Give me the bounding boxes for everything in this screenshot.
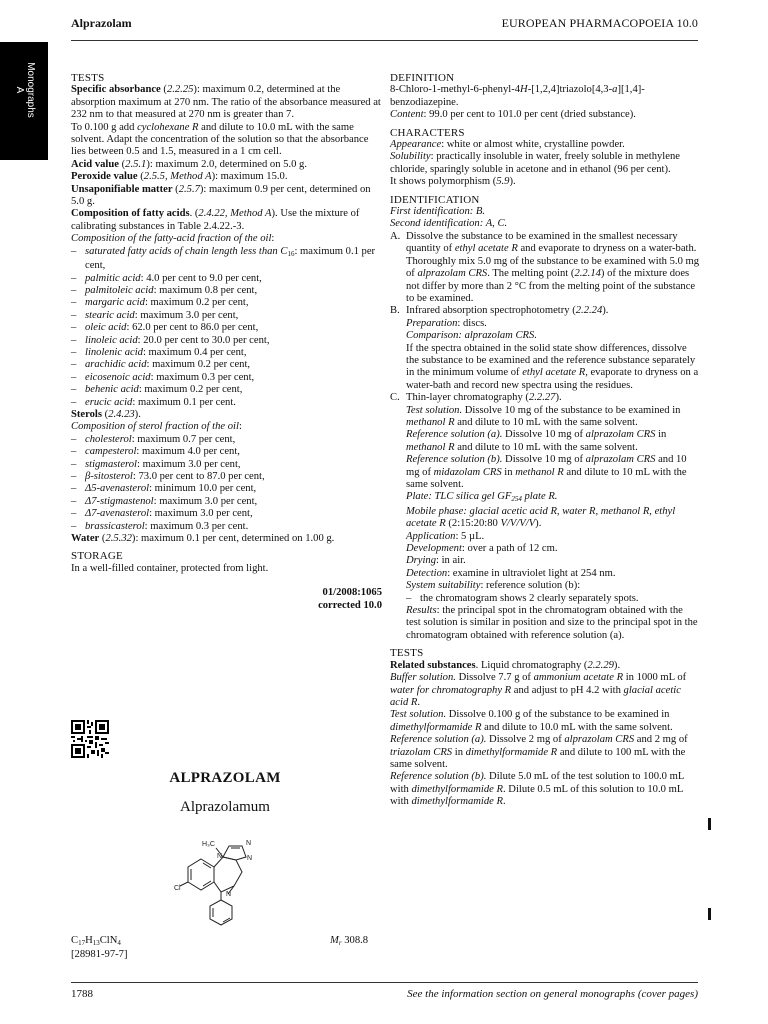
change-bar [708,818,711,830]
cas-number: [28981-97-7] [71,949,128,961]
storage-text: In a well-filled container, protected from light. [71,562,269,574]
list-item: – linoleic acid: 20.0 per cent to 30.0 per cent, [71,334,270,346]
section-tab-label: Monographs A [14,62,36,118]
buffer-solution: Buffer solution. Dissolve 7.7 g of ammonium acetate R in 1000 mL of water for chromatography R and adjust to pH 4.2 with glacial acetic acid R. [390,672,687,708]
list-item: – behenic acid: maximum 0.2 per cent, [71,384,243,396]
identification-heading: IDENTIFICATION [390,193,480,206]
list-item: – Δ7-avenasterol: maximum 3.0 per cent, [71,508,253,520]
nitrogen-label: N [247,855,253,862]
tlc-reference-b: Reference solution (b). Dissolve 10 mg of alprazolam CRS and 10 mg of midazolam CRS in methanol R and dilute to 10 mL with the same solvent. [406,454,687,490]
tlc-development: Development: over a path of 12 cm. [406,543,558,555]
tlc-results: Results: the principal spot in the chromatogram obtained with the test solution is similar in position and size to the principal spot in the chromatogram obtained with reference solution (a). [406,605,698,641]
change-bar [708,908,711,920]
sterol-fraction-heading: Composition of sterol fraction of the oil: [71,421,242,433]
fatty-acid-list [71,273,382,409]
molecular-formula: $C_{17}H_{13}ClN_4$ [28981-97-7] [71,935,128,961]
specific-absorbance-method: To 0.100 g add cyclohexane R and dilute to 10.0 mL with the same solvent. Adapt the concentration of the solution so that the absorbance lies between 0.5 and 1.5, measured in a 1 cm cell. [71,121,369,158]
list-item: – arachidic acid: maximum 0.2 per cent, [71,359,251,371]
nitrogen-label: N [226,891,232,898]
monograph-latin-name: Alprazolamum [180,799,270,815]
footer-note: See the information section on general monographs (cover pages) [407,988,698,1000]
characters-heading: CHARACTERS [390,126,465,139]
acid-value: Acid value (2.5.1): maximum 2.0, determined on 5.0 g. [71,158,307,170]
right-column [390,70,700,809]
footer-rule [71,982,698,983]
ir-differences: If the spectra obtained in the solid state show differences, dissolve the substance to be examined and the reference substance separately in the minimum volume of ethyl acetate R, evaporate to dryness on a water-bath and record new spectra using the residues. [406,342,699,391]
list-item: – the chromatogram shows 2 clearly separately spots. [406,592,639,604]
tlc-reference-a: Reference solution (a). Dissolve 10 mg of alprazolam CRS in methanol R and dilute to 10 mL with the same solvent. [406,429,667,453]
ir-comparison: Comparison: alprazolam CRS. [406,330,537,342]
nitrogen-label: N [217,853,223,860]
definition-heading: DEFINITION [390,72,455,84]
list-item: – palmitic acid: 4.0 per cent to 9.0 per cent, [71,272,262,284]
list-item: – palmitoleic acid: maximum 0.8 per cent, [71,284,258,296]
second-identification: Second identification: A, C. [390,218,508,230]
lc-test-solution: Test solution. Dissolve 0.100 g of the substance to be examined in dimethylformamide R and dilute to 10.0 mL with the same solvent. [390,709,673,733]
list-item: – saturated fatty acids of chain length less than $C_{16}$: maximum 0.1 per cent, [71,245,376,272]
tlc-test-solution: Test solution. Dissolve 10 mg of the substance to be examined in methanol R and dilute to 10 mL with the same solvent. [406,404,681,428]
tlc-application: Application: 5 µL. [406,530,485,542]
list-item: – cholesterol: maximum 0.7 per cent, [71,433,236,445]
nitrogen-label: N [246,840,252,847]
monograph-title: ALPRAZOLAM [169,770,281,786]
list-item: – β-sitosterol: 73.0 per cent to 87.0 per cent, [71,471,265,482]
ir-preparation: Preparation: discs. [406,317,487,329]
list-item: – linolenic acid: maximum 0.4 per cent, [71,346,247,358]
sterol-list [71,434,382,533]
tlc-system-suitability: System suitability: reference solution (b): [406,580,581,592]
storage-heading: STORAGE [71,550,123,563]
relative-molecular-mass: $M_r$ 308.8 [330,935,369,947]
list-item: – Δ5-avenasterol: minimum 10.0 per cent, [71,483,257,495]
first-identification: First identification: B. [390,206,486,218]
list-item: – stigmasterol: maximum 3.0 per cent, [71,458,241,470]
specific-absorbance: Specific absorbance (2.2.25): maximum 0.2, determined at the absorption maximum at 270 nm. The ratio of the absorbance measured at 232 nm to that measured at 270 nm is greater than 7. [71,84,381,121]
list-item: – campesterol: maximum 4.0 per cent, [71,446,240,458]
tests-heading: TESTS [390,647,424,660]
list-item: – Δ7-stigmastenol: maximum 3.0 per cent, [71,495,258,507]
content: Content: 99.0 per cent to 101.0 per cent (dried substance). [390,109,636,121]
lc-reference-b: Reference solution (b). Dilute 5.0 mL of the test solution to 100.0 mL with dimethylformamide R. Dilute 0.5 mL of this solution to 10.0 mL with dimethylformamide R. [390,771,684,808]
identification-c: C. Thin-layer chromatography (2.2.27). [390,392,562,404]
chemical-structure-icon [176,826,280,930]
identification-a: A. Dissolve the substance to be examined in the smallest necessary quantity of ethyl acetate R and evaporate to dryness on a water-bath. Thoroughly mix 5.0 mg of the substance to be examined with 5.0 mg of alprazolam CRS. The melting point (2.2.14) of the mixture does not differ by more than 2 °C from the melting point of the substance to be examined. [390,230,700,304]
related-substances: Related substances. Liquid chromatography (2.2.29). [390,659,621,671]
fatty-acid-fraction-heading: Composition of the fatty-acid fraction of the oil: [71,233,275,245]
list-item: – eicosenoic acid: maximum 0.3 per cent, [71,371,255,383]
monograph-corrected: corrected 10.0 [318,599,382,611]
fatty-acids-composition: Composition of fatty acids. (2.4.22, Method A). Use the mixture of calibrating substances in Table 2.4.22.-3. [71,208,360,232]
list-item: – erucic acid: maximum 0.1 per cent. [71,396,236,408]
list-item: – margaric acid: maximum 0.2 per cent, [71,297,249,309]
sterols: Sterols (2.4.23). [71,408,141,420]
publication-title: EUROPEAN PHARMACOPOEIA 10.0 [501,16,698,30]
list-item: – oleic acid: 62.0 per cent to 86.0 per cent, [71,322,259,334]
identification-b: B. Infrared absorption spectrophotometry (2.2.24). [390,305,609,317]
tests-heading: TESTS [71,72,105,84]
list-item: – brassicasterol: maximum 0.3 per cent. [71,520,249,532]
tlc-plate: Plate: TLC silica gel $GF_{254}$ plate R. [406,491,558,504]
unsaponifiable-matter: Unsaponifiable matter (2.5.7): maximum 0.9 per cent, determined on 5.0 g. [71,183,371,208]
peroxide-value: Peroxide value (2.5.5, Method A): maximum 15.0. [71,171,288,183]
tlc-detection: Detection: examine in ultraviolet light at 254 nm. [406,567,616,579]
left-column [71,70,382,612]
tlc-mobile-phase: Mobile phase: glacial acetic acid R, water R, methanol R, ethyl acetate R (2:15:20:80 V/V/V/V). [406,505,676,530]
header-rule [71,40,698,41]
appearance: Appearance: white or almost white, crystalline powder. [390,139,625,151]
page-number: 1788 [71,988,93,1000]
chemical-name: 8-Chloro-1-methyl-6-phenyl-4H-[1,2,4]triazolo[4,3-a][1,4]-benzodiazepine. [390,84,645,108]
methyl-label: H₃C [202,841,215,848]
list-item: – stearic acid: maximum 3.0 per cent, [71,309,239,321]
tlc-drying: Drying: in air. [406,555,466,567]
polymorphism: It shows polymorphism (5.9). [390,176,516,188]
monograph-code: 01/2008:1065 [322,587,382,599]
solubility: Solubility: practically insoluble in water, freely soluble in methylene chloride, sparingly soluble in acetone and in ethanol (96 per cent). [390,151,680,175]
running-title: Alprazolam [71,16,132,30]
qr-code-icon [71,720,109,758]
chlorine-label: Cl [174,885,181,892]
lc-reference-a: Reference solution (a). Dissolve 2 mg of alprazolam CRS and 2 mg of triazolam CRS in dimethylformamide R and dilute to 100 mL with the same solvent. [390,734,688,770]
water: Water (2.5.32): maximum 0.1 per cent, determined on 1.00 g. [71,533,335,545]
